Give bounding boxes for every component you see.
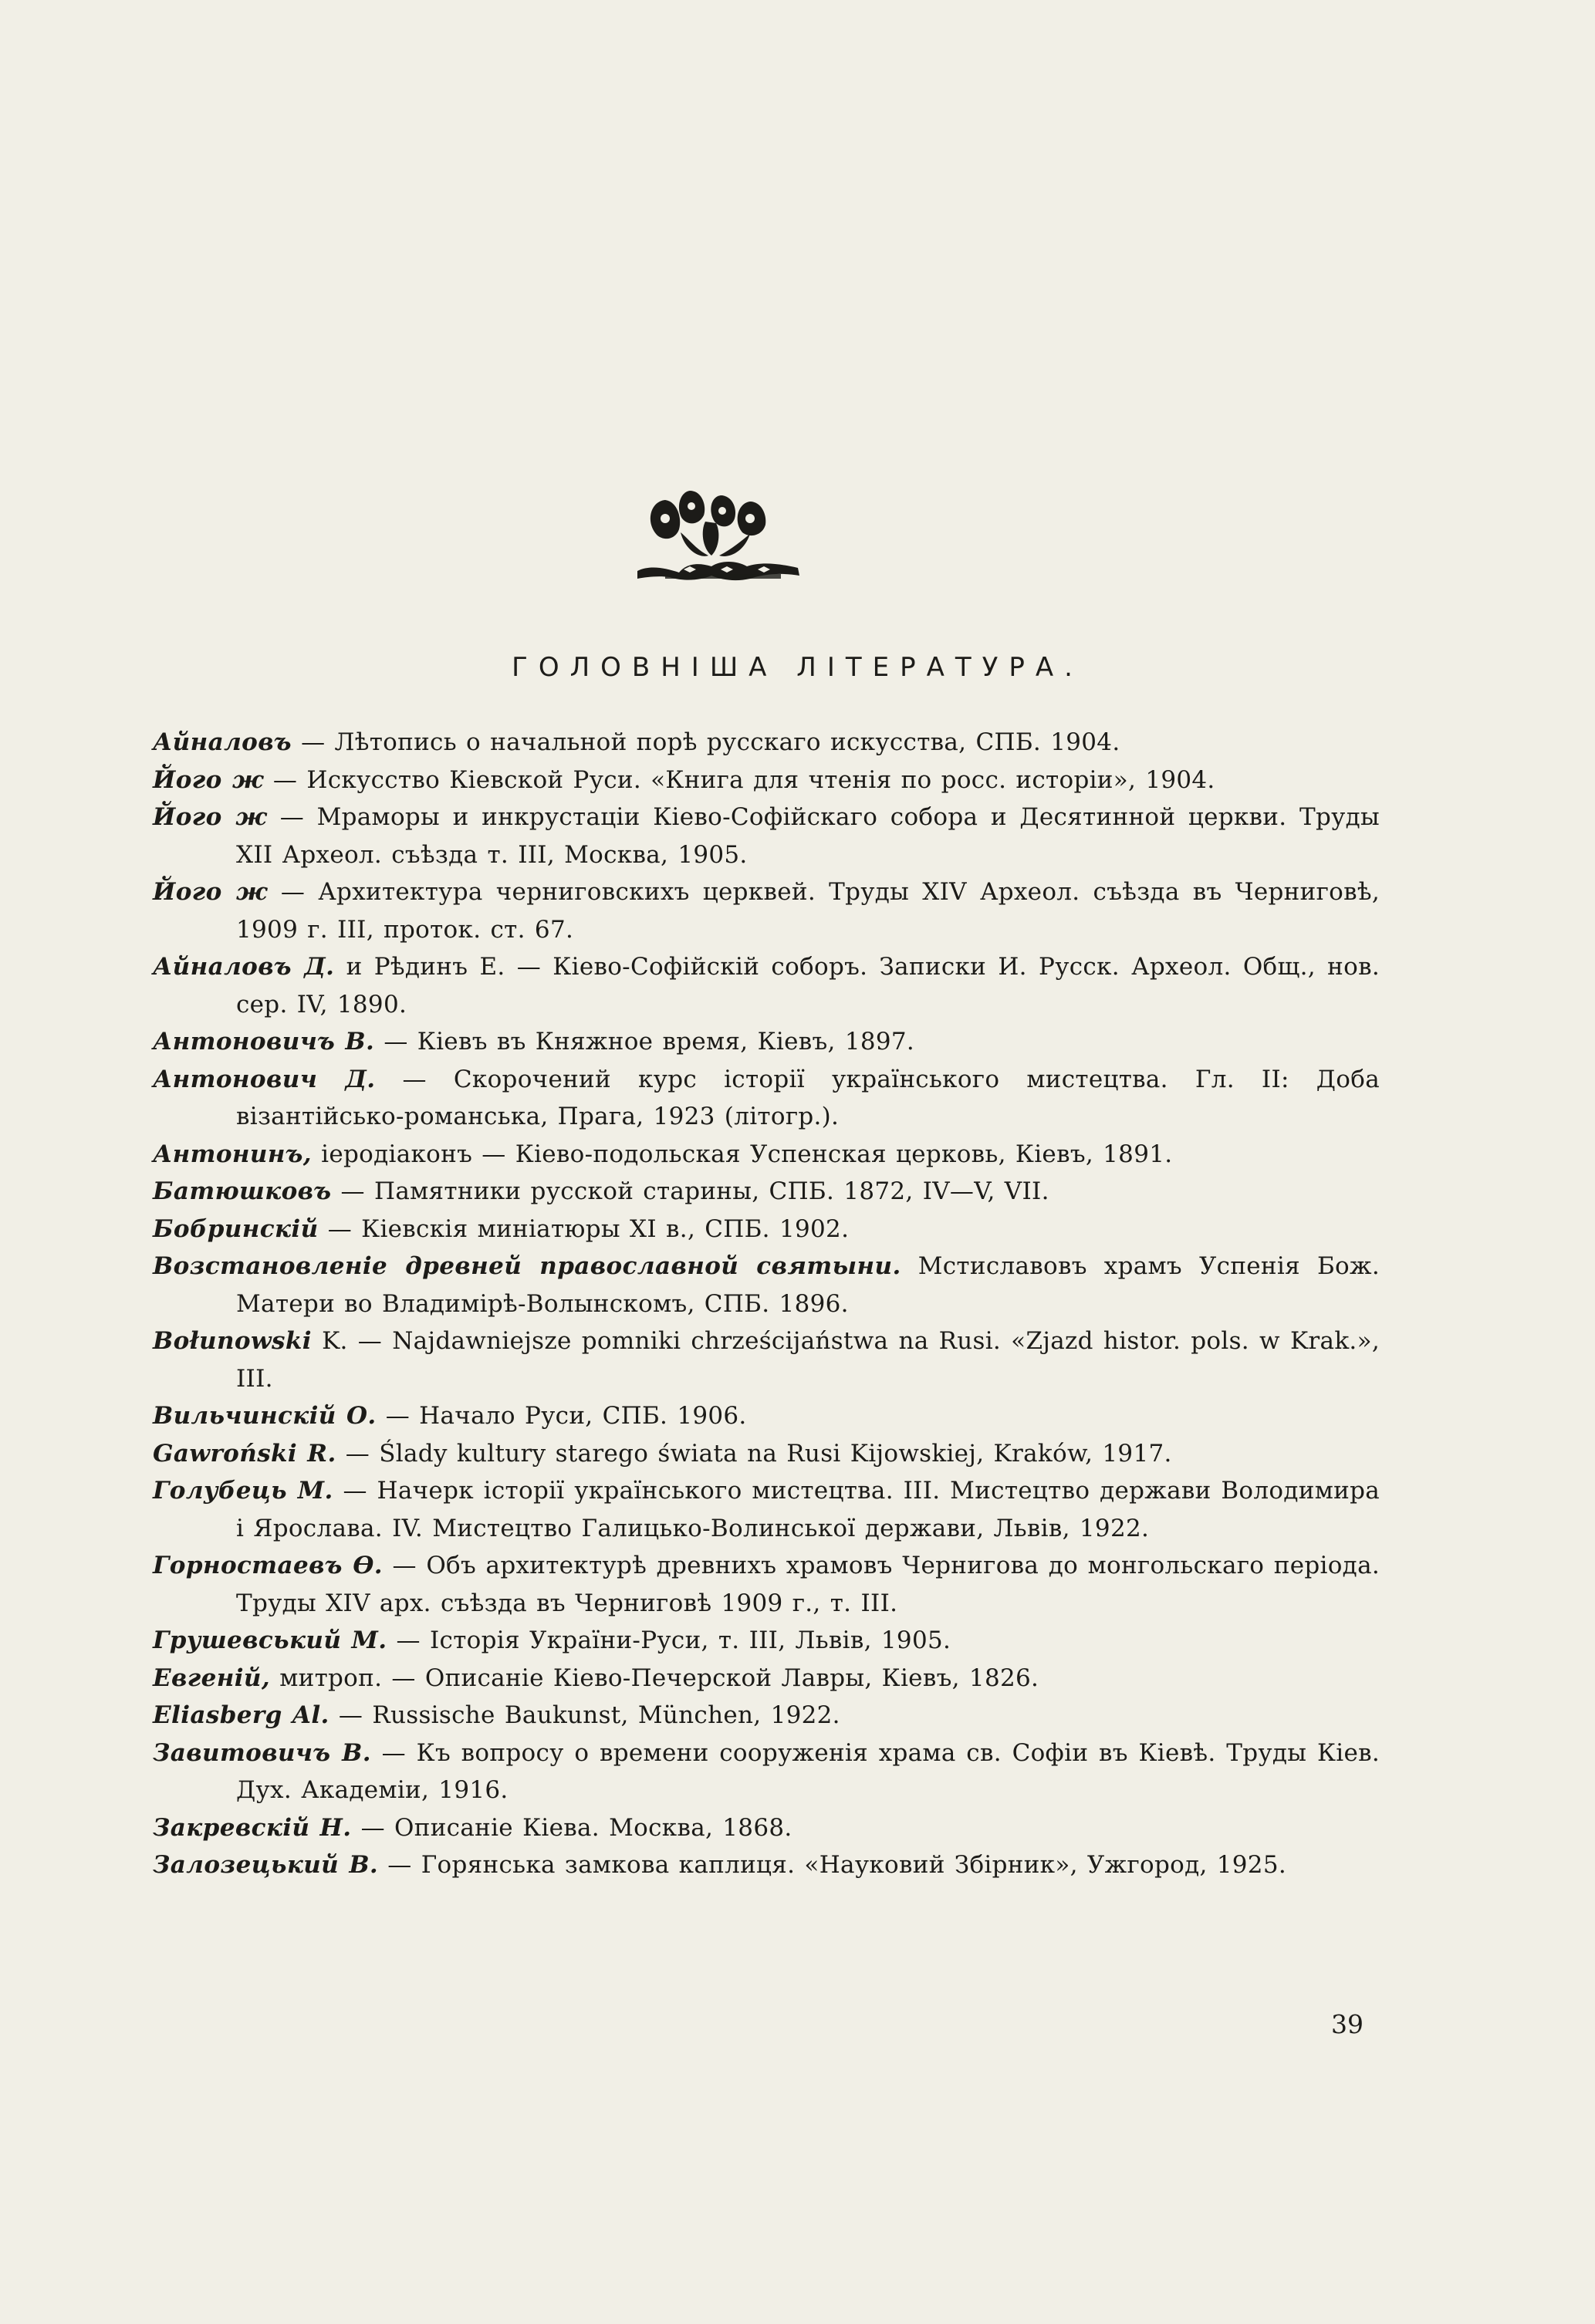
entry-author: Антоновичъ В. <box>153 1028 375 1056</box>
entry-text: Мстиславовъ храмъ Успенія Бож. Матери во Владимірѣ-Волынскомъ, СПБ. 1896. <box>236 1252 1380 1318</box>
bibliography-entry <box>153 1248 1380 1322</box>
entry-author: Возстановленіе древней православной святыни. <box>153 1252 901 1280</box>
entry-author: Евгеній, <box>153 1664 271 1692</box>
entry-text: митроп. — Описаніе Кіево-Печерской Лавры, Кіевъ, 1826. <box>270 1664 1039 1692</box>
bibliography-entry <box>153 1809 1380 1847</box>
entry-text: — Лѣтопись о начальной порѣ русскаго искусства, СПБ. 1904. <box>291 728 1120 756</box>
entry-text: — Описаніе Кіева. Москва, 1868. <box>351 1813 792 1842</box>
entry-text: — Скорочений курс історії українського мистецтва. Гл. II: Доба візантійсько-романська, Прага, 1923 (літогр.). <box>236 1065 1380 1130</box>
bibliography-entry <box>153 1136 1380 1174</box>
bibliography-entry <box>153 1472 1380 1547</box>
entry-text: и Рѣдинъ Е. — Кіево-Софійскій соборъ. Записки И. Русск. Археол. Общ., нов. сер. IV, 1890. <box>236 953 1380 1018</box>
entry-text: — Начерк історії українського мистецтва. III. Мистецтво держави Володимира і Ярослава. IV. Мистецтво Галицько-Волинської держави, Львів, 1922. <box>236 1477 1380 1542</box>
entry-text: — Мраморы и инкрустаціи Кіево-Софійскаго собора и Десятинной церкви. Труды XII Археол. съѣзда т. III, Москва, 1905. <box>236 803 1380 869</box>
entry-author: Залозецький В. <box>153 1851 379 1879</box>
bibliography-entry <box>153 1735 1380 1809</box>
entry-author: Вильчинскій О. <box>153 1402 377 1430</box>
entry-text: — Історія України-Руси, т. III, Львів, 1905. <box>387 1626 951 1654</box>
bibliography-entry <box>153 1547 1380 1622</box>
page-number: 39 <box>1331 2009 1364 2039</box>
entry-author: Bołunowski <box>153 1327 312 1355</box>
entry-text: — Искусство Кіевской Руси. «Книга для чтенія по росс. исторіи», 1904. <box>263 765 1215 794</box>
bibliography-entry <box>153 1322 1380 1397</box>
entry-text: — Russische Baukunst, München, 1922. <box>329 1701 840 1729</box>
floral-vignette-icon <box>634 485 806 589</box>
entry-author: Його ж <box>153 878 268 906</box>
bibliography-entry <box>153 1697 1380 1735</box>
entry-author: Айналовъ <box>153 728 292 756</box>
entry-author: Закревскій Н. <box>153 1813 352 1842</box>
entry-author: Його ж <box>153 803 268 831</box>
entry-text: — Архитектура черниговскихъ церквей. Труды XIV Археол. съѣзда въ Черниговѣ, 1909 г. III, проток. ст. 67. <box>236 878 1380 944</box>
entry-text: іеродіаконъ — Кіево-подольская Успенская церковь, Кіевъ, 1891. <box>312 1140 1173 1168</box>
entry-text: — Къ вопросу о времени сооруженія храма св. Софіи въ Кіевѣ. Труды Кіев. Дух. Академіи, 1916. <box>236 1738 1380 1804</box>
bibliography-entry <box>153 799 1380 873</box>
entry-text: — Горянська замкова каплиця. «Науковий Збірник», Ужгород, 1925. <box>378 1851 1287 1879</box>
bibliography-entry <box>153 1061 1380 1136</box>
bibliography-entry <box>153 873 1380 948</box>
section-heading: ГОЛОВНІША ЛІТЕРАТУРА. <box>512 652 1083 683</box>
bibliography-entry <box>153 1173 1380 1211</box>
bibliography-entry <box>153 1211 1380 1248</box>
bibliography-entry <box>153 724 1380 762</box>
entry-author: Gawroński R. <box>153 1439 336 1468</box>
entry-author: Завитовичъ В. <box>153 1738 371 1767</box>
entry-text: — Кіевскія миніатюры XI в., СПБ. 1902. <box>318 1214 850 1243</box>
bibliography-entry <box>153 1397 1380 1435</box>
bibliography-entry <box>153 1435 1380 1473</box>
entry-text: — Памятники русской старины, СПБ. 1872, IV—V, VII. <box>331 1177 1049 1205</box>
entry-text: — Объ архитектурѣ древнихъ храмовъ Чернигова до монгольскаго періода. Труды XIV арх. съѣзда въ Черниговѣ 1909 г., т. III. <box>236 1552 1380 1617</box>
entry-author: Грушевський М. <box>153 1626 387 1654</box>
entry-text: — Начало Руси, СПБ. 1906. <box>376 1402 747 1430</box>
entry-text: — Кіевъ въ Княжное время, Кіевъ, 1897. <box>374 1028 915 1056</box>
entry-text: — Ślady kultury starego świata na Rusi Kijowskiej, Kraków, 1917. <box>336 1439 1172 1468</box>
entry-author: Голубець М. <box>153 1477 333 1505</box>
entry-author: Його ж <box>153 765 264 794</box>
entry-author: Горностаевъ Ѳ. <box>153 1552 383 1579</box>
entry-author: Батюшковъ <box>153 1177 332 1205</box>
entry-author: Бобринскій <box>153 1214 319 1243</box>
bibliography-entry <box>153 1846 1380 1884</box>
bibliography-entry <box>153 1023 1380 1061</box>
entry-author: Eliasberg Al. <box>153 1701 329 1729</box>
entry-author: Айналовъ Д. <box>153 953 335 981</box>
bibliography-list <box>153 724 1380 1884</box>
entry-author: Антонович Д. <box>153 1065 376 1093</box>
bibliography-entry <box>153 948 1380 1023</box>
bibliography-entry <box>153 762 1380 799</box>
bibliography-entry <box>153 1622 1380 1660</box>
bibliography-entry <box>153 1660 1380 1697</box>
entry-text: K. — Najdawniejsze pomniki chrześcijaństwa na Rusi. «Zjazd histor. pols. w Krak.», III. <box>236 1327 1380 1393</box>
entry-author: Антонинъ, <box>153 1140 312 1168</box>
